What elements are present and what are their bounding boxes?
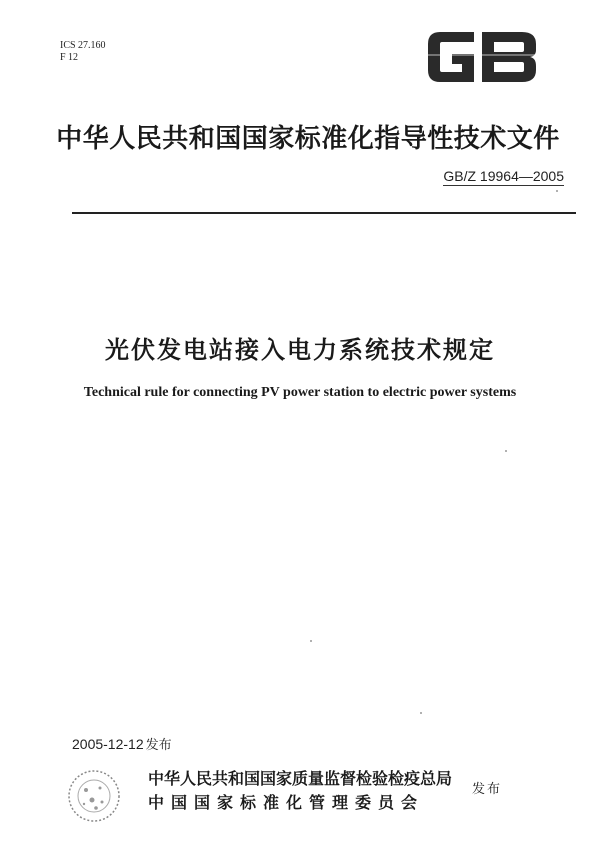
- issue-line: [72, 734, 172, 753]
- issuer-action: 发布: [472, 782, 503, 797]
- scan-speck: [420, 712, 422, 714]
- document-title-en: Technical rule for connecting PV power station to electric power systems: [83, 385, 517, 400]
- document-title-cn: 光伏发电站接入电力系统技术规定: [105, 336, 495, 364]
- issue-date: 2005-12-12: [72, 736, 144, 752]
- issuer-line-2: 中国国家标准化管理委员会: [148, 793, 425, 812]
- divider: [72, 212, 576, 214]
- standard-number: GB/Z 19964—2005: [443, 168, 564, 184]
- scan-speck: [310, 640, 312, 642]
- series-title: 中华人民共和国国家标准化指导性技术文件: [56, 124, 560, 154]
- scan-speck: [556, 190, 558, 192]
- ics-code: ICS 27.160: [60, 40, 106, 51]
- scan-speck: [505, 450, 507, 452]
- seal-stamp: [66, 768, 122, 824]
- ccs-code: F 12: [60, 52, 79, 63]
- issue-label: 发布: [145, 738, 172, 753]
- gb-logo: [422, 24, 542, 90]
- issuer-line-1: 中华人民共和国国家质量监督检验检疫总局: [148, 769, 453, 788]
